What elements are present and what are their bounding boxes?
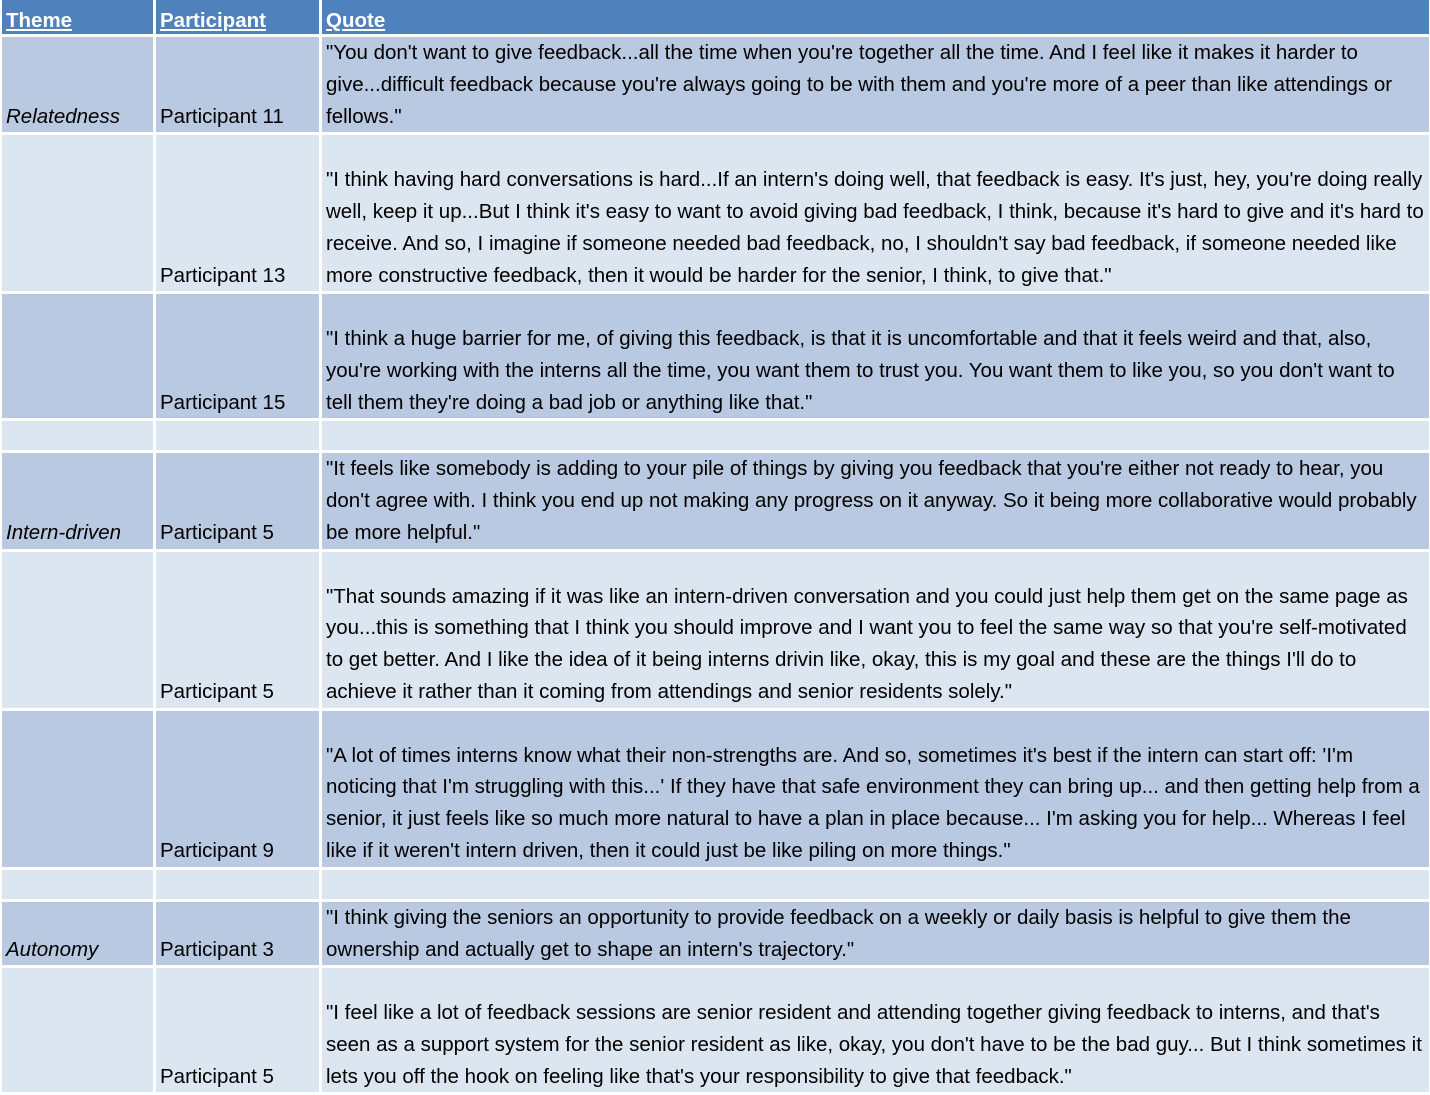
quote-cell: "It feels like somebody is adding to your pile of things by giving you feedback that you're either not ready to hear, you don't agree with. I think you end up not making any progress on it anyway. So it being more collaborative would probably be more helpful." <box>322 453 1430 551</box>
quote-cell: "I feel like a lot of feedback sessions are senior resident and attending together giving feedback to interns, and that's seen as a support system for the senior resident as like, okay, you don't have to be the bad guy... But I think sometimes it lets you off the hook on feeling like that's your responsibility to give that feedback." <box>322 968 1430 1095</box>
header-participant: Participant <box>156 0 322 37</box>
spacer-row <box>2 870 1430 902</box>
theme-cell <box>2 968 156 1095</box>
spacer-row <box>2 421 1430 453</box>
participant-cell: Participant 13 <box>156 135 322 294</box>
quote-cell: "I think a huge barrier for me, of giving this feedback, is that it is uncomfortable and that it feels weird and that, also, you're working with the interns all the time, you want them to trust you. You want them to like you, so you don't want to tell them they're doing a bad job or anything like that." <box>322 294 1430 421</box>
header-quote: Quote <box>322 0 1430 37</box>
theme-cell <box>2 552 156 711</box>
quote-cell <box>322 870 1430 902</box>
table-row <box>2 135 1430 294</box>
participant-cell <box>156 421 322 453</box>
quote-cell: "A lot of times interns know what their non-strengths are. And so, sometimes it's best if the intern can start off: 'I'm noticing that I'm struggling with this...' If they have that safe environment they can bring up... and then getting help from a senior, it just feels like so much more natural to have a plan in place because... I'm asking you for help... Whereas I feel like if it weren't intern driven, then it could just be like piling on more things." <box>322 711 1430 870</box>
participant-cell: Participant 5 <box>156 968 322 1095</box>
header-theme: Theme <box>2 0 156 37</box>
theme-cell <box>2 421 156 453</box>
theme-cell <box>2 294 156 421</box>
theme-cell <box>2 711 156 870</box>
quote-cell: "You don't want to give feedback...all the time when you're together all the time. And I feel like it makes it harder to give...difficult feedback because you're always going to be with them and you're more of a peer than like attendings or fellows." <box>322 37 1430 135</box>
theme-cell <box>2 870 156 902</box>
participant-cell: Participant 9 <box>156 711 322 870</box>
table-row <box>2 453 1430 551</box>
participant-cell: Participant 15 <box>156 294 322 421</box>
quote-cell <box>322 421 1430 453</box>
table-row <box>2 37 1430 135</box>
theme-cell: Relatedness <box>2 37 156 135</box>
participant-cell: Participant 5 <box>156 453 322 551</box>
participant-cell: Participant 3 <box>156 902 322 969</box>
table-row <box>2 902 1430 969</box>
participant-cell <box>156 870 322 902</box>
participant-cell: Participant 5 <box>156 552 322 711</box>
theme-cell: Autonomy <box>2 902 156 969</box>
theme-cell <box>2 135 156 294</box>
header-row <box>2 0 1430 37</box>
quote-cell: "I think giving the seniors an opportunity to provide feedback on a weekly or daily basis is helpful to give them the ownership and actually get to shape an intern's trajectory." <box>322 902 1430 969</box>
table-row <box>2 552 1430 711</box>
quote-cell: "I think having hard conversations is hard...If an intern's doing well, that feedback is easy. It's just, hey, you're doing really well, keep it up...But I think it's easy to want to avoid giving bad feedback, I think, because it's hard to give and it's hard to receive. And so, I imagine if someone needed bad feedback, no, I shouldn't say bad feedback, if someone needed like more constructive feedback, then it would be harder for the senior, I think, to give that." <box>322 135 1430 294</box>
quotes-table <box>2 0 1430 1095</box>
table-row <box>2 711 1430 870</box>
participant-cell: Participant 11 <box>156 37 322 135</box>
theme-cell: Intern-driven <box>2 453 156 551</box>
table-row <box>2 968 1430 1095</box>
quote-cell: "That sounds amazing if it was like an intern-driven conversation and you could just help them get on the same page as you...this is something that I think you should improve and I want you to feel the same way so that you're self-motivated to get better. And I like the idea of it being interns drivin like, okay, this is my goal and these are the things I'll do to achieve it rather than it coming from attendings and senior residents solely." <box>322 552 1430 711</box>
table-row <box>2 294 1430 421</box>
